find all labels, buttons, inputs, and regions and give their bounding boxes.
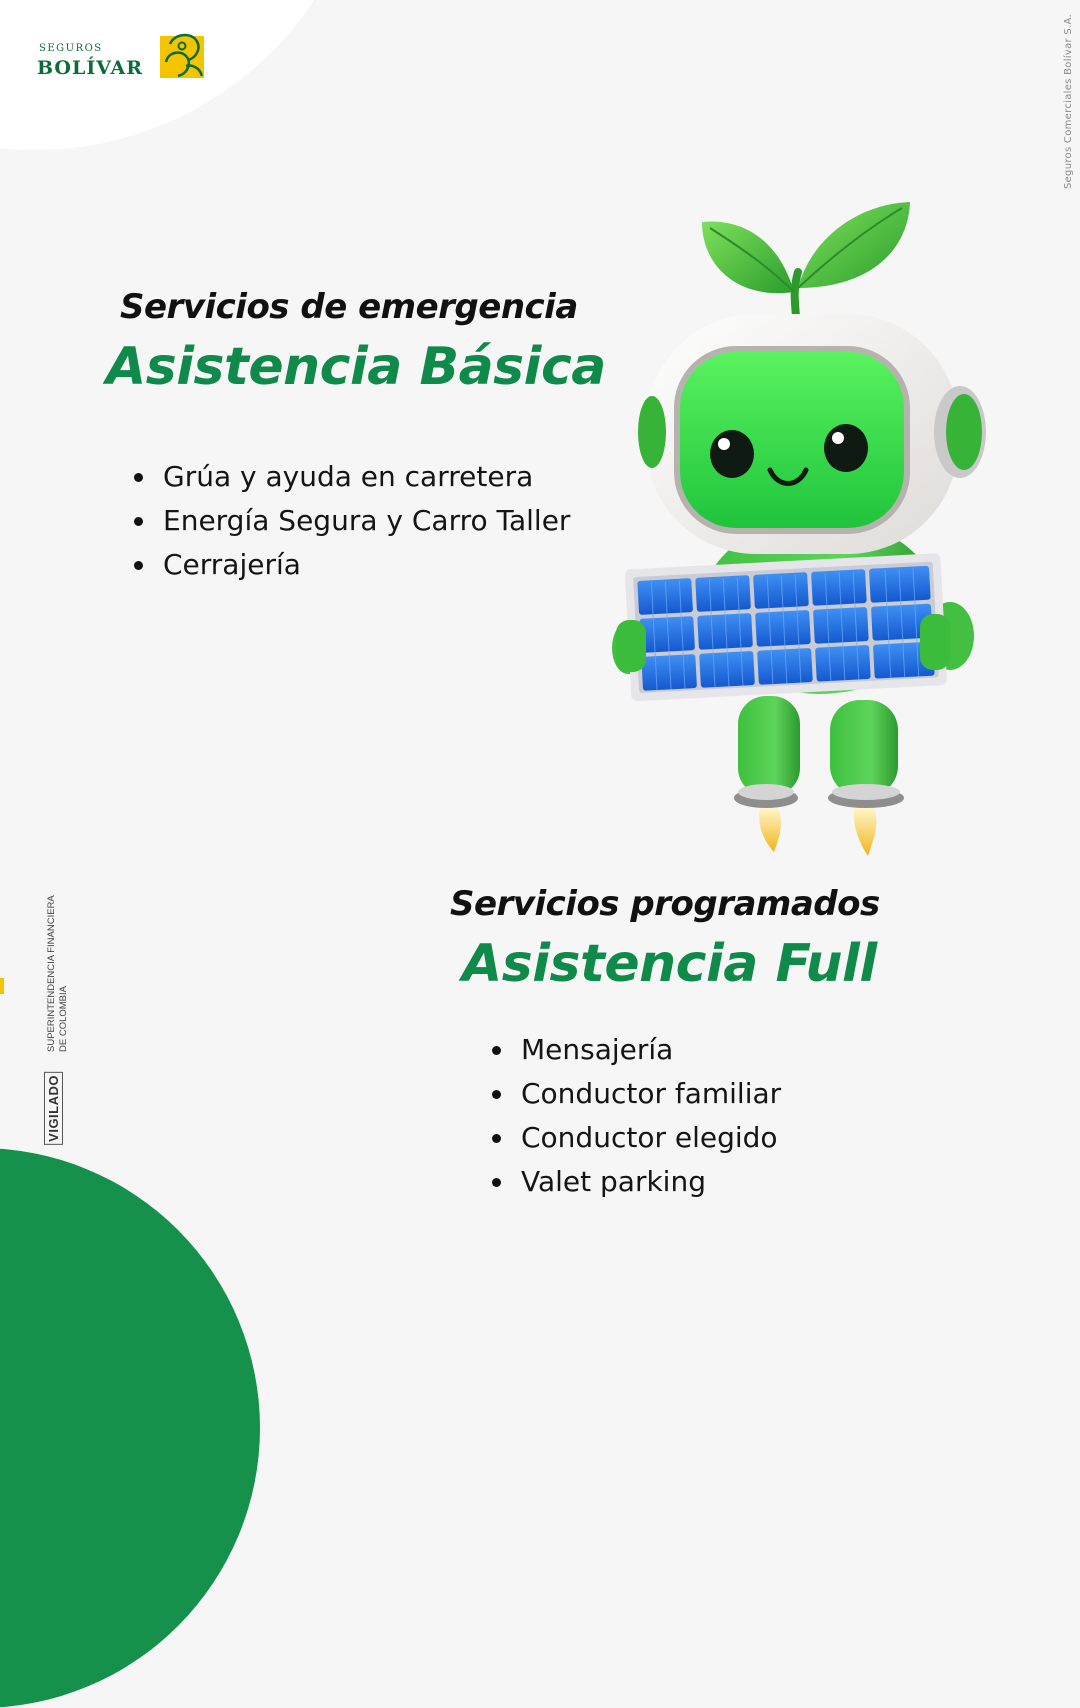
scheduled-subtitle: Servicios programados: [450, 884, 880, 924]
emergency-title: Asistencia Básica: [106, 337, 606, 397]
legal-credit: Seguros Comerciales Bolívar S.A.: [1063, 14, 1074, 190]
brand-line2: BOLÍVAR: [37, 57, 144, 79]
list-item: Conductor familiar: [490, 1072, 880, 1116]
brand-logo: [36, 30, 216, 90]
list-item: Cerrajería: [132, 543, 606, 587]
superintendencia-line2: DE COLOMBIA: [58, 986, 69, 1052]
list-item: Conductor elegido: [490, 1116, 880, 1160]
vigilado-seal: [42, 880, 74, 1150]
corner-decoration-green: [0, 1148, 260, 1708]
list-item: Valet parking: [490, 1160, 880, 1204]
yellow-accent: [0, 978, 4, 994]
superintendencia-line1: SUPERINTENDENCIA FINANCIERA: [46, 895, 57, 1052]
list-item: Mensajería: [490, 1028, 880, 1072]
robot-solar-panel-icon: [598, 196, 998, 866]
scheduled-list: [490, 1028, 880, 1204]
superintendencia-label: [46, 880, 70, 1052]
scheduled-section: [450, 884, 880, 1204]
brand-line1: SEGUROS: [39, 43, 103, 54]
vigilado-badge: VIGILADO: [44, 1072, 63, 1145]
emergency-list: [132, 455, 606, 587]
emergency-subtitle: Servicios de emergencia: [120, 287, 578, 327]
emergency-section: [100, 287, 606, 587]
scheduled-title: Asistencia Full: [462, 934, 877, 994]
bolivar-mark-icon: [156, 30, 210, 82]
list-item: Grúa y ayuda en carretera: [132, 455, 606, 499]
list-item: Energía Segura y Carro Taller: [132, 499, 606, 543]
